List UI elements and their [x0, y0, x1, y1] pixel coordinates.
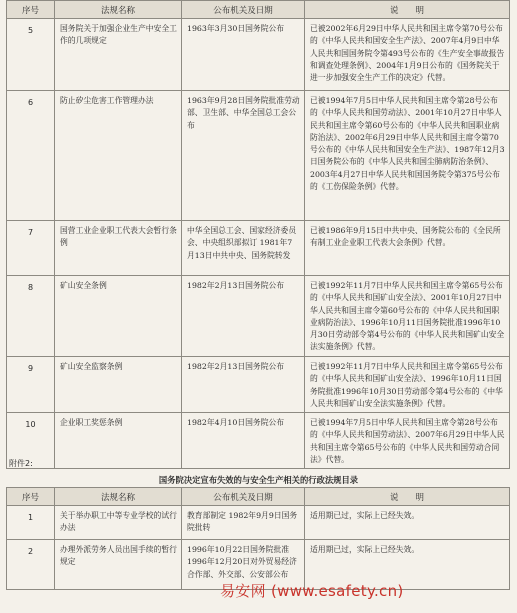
row-issuer: 1982年2月13日国务院公布 [182, 276, 305, 357]
appendix-title: 国务院决定宣布失效的与安全生产相关的行政法规目录 [158, 475, 359, 485]
table-header-row [7, 1, 510, 19]
repealed-regulations-table [6, 0, 510, 469]
row-no: 2 [7, 540, 55, 590]
header-name: 法规名称 [55, 488, 182, 506]
site-watermark: 易安网 (www.esafety.cn) [220, 582, 404, 600]
header-no: 序号 [7, 1, 55, 19]
row-note: 已被2002年6月29日中华人民共和国主席令第70号公布的《中华人民共和国安全生产法》、2007年4月9日中华人民共和国国务院令第493号公布的《生产安全事故报告和调查处理条例》、2004年1月9日公布的《国务院关于进一步加强安全生产工作的决定》代替。 [305, 19, 510, 91]
row-note: 已被1992年11月7日中华人民共和国主席令第65号公布的《中华人民共和国矿山安全法》、1996年10月11日国务院批准1996年10月30日劳动部令第4号公布的《中华人民共和国矿山安全法实施条例》代替。 [305, 357, 510, 413]
row-no: 7 [7, 221, 55, 276]
row-note: 适用期已过，实际上已经失效。 [305, 540, 510, 590]
row-note: 已被1994年7月5日中华人民共和国主席令第28号公布的《中华人民共和国劳动法》、2007年6月29日中华人民共和国主席令第65号公布的《中华人民共和国劳动合同法》代替。 [305, 413, 510, 469]
row-note: 已被1992年11月7日中华人民共和国主席令第65号公布的《中华人民共和国矿山安全法》、2001年10月27日中华人民共和国主席令第60号公布的《中华人民共和国职业病防治法》、1996年10月11日国务院批准1996年10月30日劳动部令第4号公布的《中华人民共和国矿山安全法实施条例》代替。 [305, 276, 510, 357]
appendix-label: 附件2: [9, 459, 33, 468]
row-no: 6 [7, 91, 55, 221]
row-no: 10 [7, 413, 55, 469]
row-no: 1 [7, 506, 55, 540]
row-name: 办理外派劳务人员出国手续的暂行规定 [55, 540, 182, 590]
table-row [7, 276, 510, 357]
header-note: 说 明 [305, 1, 510, 19]
row-issuer: 1963年9月28日国务院批准劳动部、卫生部、中华全国总工会公布 [182, 91, 305, 221]
table-row [7, 357, 510, 413]
row-issuer: 中华全国总工会、国家经济委员会、中央组织部拟订 1981年7月13日中共中央、国务院转发 [182, 221, 305, 276]
row-no: 5 [7, 19, 55, 91]
header-name: 法规名称 [55, 1, 182, 19]
row-note: 已被1994年7月5日中华人民共和国主席令第28号公布的《中华人民共和国劳动法》、2001年10月27日中华人民共和国主席令第60号公布的《中华人民共和国职业病防治法》、2002年6月29日中华人民共和国主席令第70号公布的《中华人民共和国安全生产法》、1987年12月3日国务院公布的《中华人民共和国尘肺病防治条例》、2003年4月27日中华人民共和国国务院令第375号公布的《工伤保险条例》代替。 [305, 91, 510, 221]
table-row [7, 19, 510, 91]
row-no: 9 [7, 357, 55, 413]
row-issuer: 1982年4月10日国务院公布 [182, 413, 305, 469]
table-row [7, 506, 510, 540]
row-issuer: 1963年3月30日国务院公布 [182, 19, 305, 91]
row-note: 已被1986年9月15日中共中央、国务院公布的《全民所有制工业企业职工代表大会条例》代替。 [305, 221, 510, 276]
table-header-row [7, 488, 510, 506]
row-name: 矿山安全条例 [55, 276, 182, 357]
row-issuer: 1982年2月13日国务院公布 [182, 357, 305, 413]
row-issuer: 教育部制定 1982年9月9日国务院批转 [182, 506, 305, 540]
row-name: 国营工业企业职工代表大会暂行条例 [55, 221, 182, 276]
row-note: 适用期已过，实际上已经失效。 [305, 506, 510, 540]
row-issuer: 1996年10月22日国务院批准1996年12月20日对外贸易经济合作部、外交部、公安部公布 [182, 540, 305, 590]
table-row [7, 91, 510, 221]
row-name: 矿山安全监察条例 [55, 357, 182, 413]
row-no: 8 [7, 276, 55, 357]
table-row [7, 221, 510, 276]
row-name: 国务院关于加强企业生产中安全工作的几项规定 [55, 19, 182, 91]
row-name: 防止矽尘危害工作管理办法 [55, 91, 182, 221]
header-issuer: 公布机关及日期 [182, 488, 305, 506]
header-note: 说 明 [305, 488, 510, 506]
header-no: 序号 [7, 488, 55, 506]
row-name: 企业职工奖惩条例 [55, 413, 182, 469]
header-issuer: 公布机关及日期 [182, 1, 305, 19]
row-name: 关于举办职工中等专业学校的试行办法 [55, 506, 182, 540]
table-row [7, 413, 510, 469]
invalidated-regulations-table [6, 487, 510, 590]
